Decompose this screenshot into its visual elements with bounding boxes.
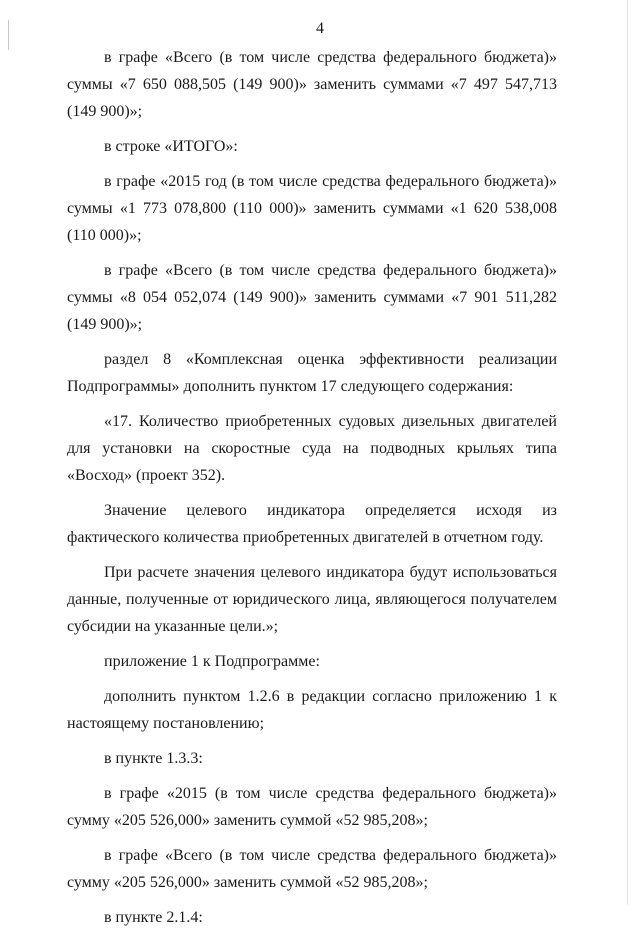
paragraph-indicator-data: При расчете значения целевого индикатора будут использоваться данные, полученные от юридического лица, являющегося получателем субсидии на указанные цели.»;	[67, 564, 557, 635]
paragraph-total-column-1: в графе «Всего (в том числе средства федерального бюджета)» суммы «7 650 088,505 (149 900)» заменить суммами «7 497 547,713 (149 900)»;	[67, 49, 557, 120]
paragraph-2015-column: в графе «2015 год (в том числе средства федерального бюджета)» суммы «1 773 078,800 (110 000)» заменить суммами «1 620 538,008 (110 000)»;	[67, 173, 557, 244]
page-number: 4	[316, 20, 324, 37]
paragraph-item-17: «17. Количество приобретенных судовых дизельных двигателей для установки на скоростные суда на подводных крыльях типа «Восход» (проект 352).	[67, 413, 557, 484]
paragraph-1-3-3-total: в графе «Всего (в том числе средства федерального бюджета)» сумму «205 526,000» заменить суммой «52 985,208»;	[67, 847, 557, 891]
paragraph-1-3-3-2015: в графе «2015 (в том числе средства федерального бюджета)» сумму «205 526,000» заменить суммой «52 985,208»;	[67, 785, 557, 829]
paragraph-appendix-1: приложение 1 к Подпрограмме:	[104, 653, 320, 670]
paragraph-total-column-2: в графе «Всего (в том числе средства федерального бюджета)» суммы «8 054 052,074 (149 900)» заменить суммами «7 901 511,282 (149 900)»;	[67, 262, 557, 333]
document-body	[67, 44, 557, 931]
paragraph-item-1-3-3: в пункте 1.3.3:	[104, 750, 203, 767]
paragraph-item-1-2-6: дополнить пунктом 1.2.6 в редакции согласно приложению 1 к настоящему постановлению;	[67, 688, 557, 732]
paragraph-itogo-row: в строке «ИТОГО»:	[104, 138, 238, 155]
paragraph-item-2-1-4: в пункте 2.1.4:	[104, 909, 203, 926]
scan-edge-line	[627, 0, 628, 905]
paragraph-section-8: раздел 8 «Комплексная оценка эффективности реализации Подпрограммы» дополнить пунктом 17 следующего содержания:	[67, 351, 557, 395]
paragraph-indicator-value: Значение целевого индикатора определяется исходя из фактического количества приобретенных двигателей в отчетном году.	[67, 502, 557, 546]
